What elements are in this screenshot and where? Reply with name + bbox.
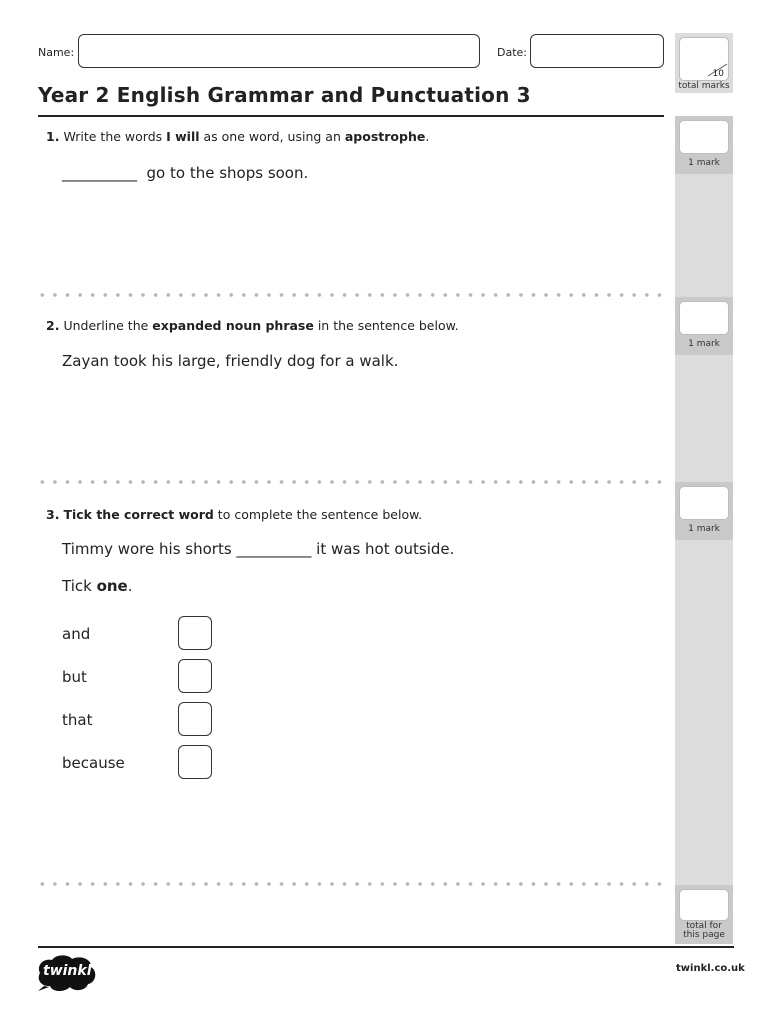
- q1-prompt: [46, 129, 429, 144]
- option-and-checkbox[interactable]: [178, 616, 212, 650]
- twinkl-logo-text: twinkl: [43, 963, 92, 979]
- tick-bold: one: [96, 577, 128, 595]
- divider-dots: [36, 480, 666, 484]
- tick-suffix: .: [127, 577, 133, 595]
- total-marks-value: 10: [712, 69, 724, 79]
- page-total-box[interactable]: [679, 889, 729, 921]
- footer-rule: [38, 946, 734, 948]
- page-total-label-line1: total for: [686, 921, 722, 931]
- page-total-label: [675, 922, 733, 940]
- q3-mark-panel: [675, 482, 733, 540]
- option-that-checkbox[interactable]: [178, 702, 212, 736]
- name-label: Name:: [38, 46, 75, 59]
- q3-prompt-bold: Tick the correct word: [63, 507, 214, 522]
- date-label: Date:: [497, 46, 527, 59]
- q2-mark-panel: [675, 297, 733, 355]
- option-because-checkbox[interactable]: [178, 745, 212, 779]
- total-marks-box[interactable]: [679, 37, 729, 81]
- total-marks-label: total marks: [678, 81, 730, 91]
- q3-number: 3.: [46, 507, 60, 522]
- q3-tick-instruction: [62, 577, 133, 595]
- name-field[interactable]: [78, 34, 480, 68]
- title-underline: [38, 115, 664, 117]
- date-field[interactable]: [530, 34, 664, 68]
- tick-prefix: Tick: [62, 577, 97, 595]
- page-total-panel: [675, 885, 733, 944]
- q2-mark-box[interactable]: [679, 301, 729, 335]
- q2-prompt-bold: expanded noun phrase: [152, 318, 314, 333]
- q2-prompt-part: Underline the: [63, 318, 153, 333]
- worksheet-title: Year 2 English Grammar and Punctuation 3: [38, 83, 531, 107]
- q1-sentence: __________ go to the shops soon.: [62, 164, 309, 182]
- page-total-label-line2: this page: [683, 930, 725, 940]
- q1-prompt-part: Write the words: [63, 129, 167, 144]
- q3-sentence: Timmy wore his shorts __________ it was hot outside.: [62, 540, 455, 558]
- q1-mark-panel: [675, 116, 733, 174]
- q2-sentence[interactable]: Zayan took his large, friendly dog for a walk.: [62, 352, 399, 370]
- q1-mark-label: 1 mark: [688, 158, 720, 168]
- q2-prompt: [46, 318, 459, 333]
- divider-dots: [36, 882, 666, 886]
- divider-dots: [36, 293, 666, 297]
- option-that-label: that: [62, 711, 93, 729]
- option-but-label: but: [62, 668, 87, 686]
- q2-mark-label: 1 mark: [688, 339, 720, 349]
- q3-mark-label: 1 mark: [688, 524, 720, 534]
- q1-prompt-bold: apostrophe: [344, 129, 426, 144]
- twinkl-logo: [34, 953, 100, 993]
- option-and-label: and: [62, 625, 91, 643]
- q1-prompt-bold: I will: [166, 129, 200, 144]
- site-url[interactable]: twinkl.co.uk: [676, 963, 745, 974]
- q2-number: 2.: [46, 318, 60, 333]
- q1-prompt-part: as one word, using an: [199, 129, 345, 144]
- option-but-checkbox[interactable]: [178, 659, 212, 693]
- q3-prompt-part: to complete the sentence below.: [213, 507, 423, 522]
- q1-prompt-part: .: [425, 129, 430, 144]
- q3-prompt: [46, 507, 422, 522]
- q1-number: 1.: [46, 129, 60, 144]
- q1-mark-box[interactable]: [679, 120, 729, 154]
- q3-mark-box[interactable]: [679, 486, 729, 520]
- total-marks-panel: [675, 33, 733, 93]
- q2-prompt-part: in the sentence below.: [313, 318, 459, 333]
- option-because-label: because: [62, 754, 125, 772]
